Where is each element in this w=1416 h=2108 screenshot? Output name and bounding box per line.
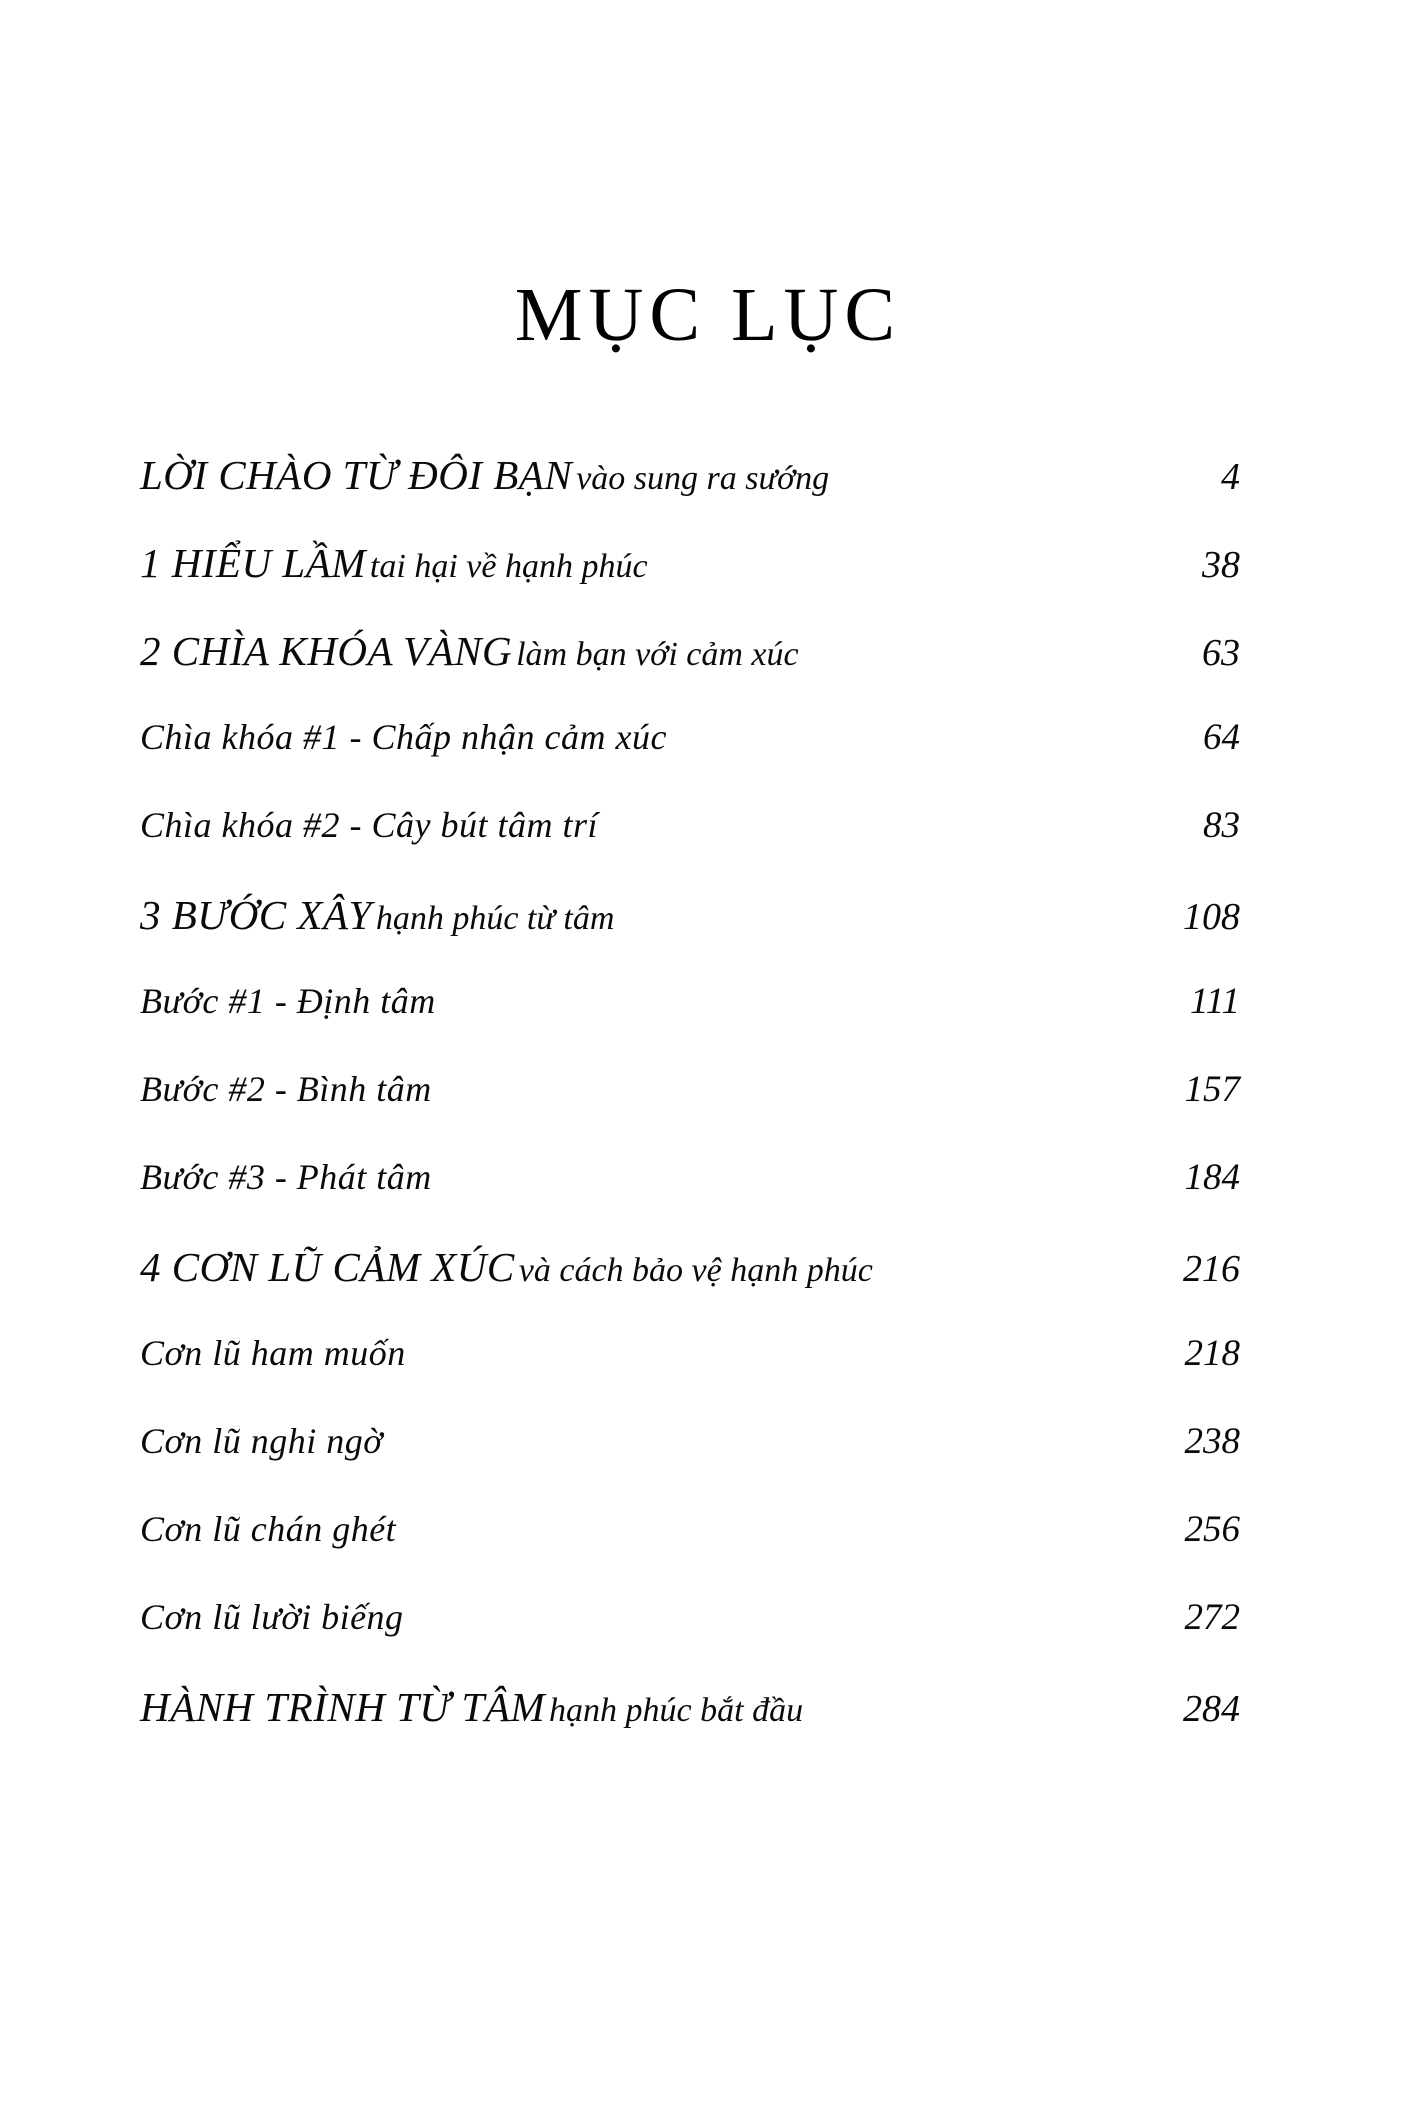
toc-entry-label [140,1071,432,1107]
toc-entry[interactable] [140,452,1260,543]
toc-entry-lead: Cơn lũ chán ghét [140,1509,397,1549]
toc-entry-label [140,1599,404,1635]
toc-entry[interactable] [140,1071,1260,1159]
toc-entry[interactable] [140,628,1260,719]
toc-entry[interactable] [140,983,1260,1071]
toc-entry-label [140,1423,383,1459]
toc-entry-lead: Chìa khóa #1 - Chấp nhận cảm xúc [140,717,667,757]
toc-entry[interactable] [140,1335,1260,1423]
toc-entry[interactable] [140,1684,1260,1775]
toc-entry-label [140,1159,432,1195]
toc-entry-lead: 1 HIỂU LẦM [140,540,366,586]
toc-entry[interactable] [140,892,1260,983]
toc-entry-lead: Cơn lũ nghi ngờ [140,1421,383,1461]
toc-entry-lead: Chìa khóa #2 - Cây bút tâm trí [140,805,598,845]
toc-entry-lead: Bước #1 - Định tâm [140,981,436,1021]
toc-entry-page: 63 [1202,632,1240,674]
toc-entry-label [140,983,436,1019]
toc-entry[interactable] [140,1423,1260,1511]
toc-entry-label [140,1511,396,1547]
toc-entry[interactable] [140,1159,1260,1247]
toc-entry-lead: Cơn lũ lười biếng [140,1597,404,1637]
toc-entry-label [140,892,615,938]
toc-entry-lead: 3 BƯỚC XÂY [140,892,372,938]
toc-entry-label [140,719,667,755]
toc-entry-page: 218 [1184,1333,1240,1374]
toc-entry-label [140,1684,804,1730]
toc-entry-page: 38 [1202,544,1240,586]
toc-entry-page: 4 [1221,456,1240,498]
toc-entry-lead: 4 CƠN LŨ CẢM XÚC [140,1244,515,1290]
toc-entry-page: 216 [1183,1248,1240,1290]
toc-entry-page: 272 [1184,1597,1240,1638]
toc-entry-page: 64 [1203,717,1240,758]
toc-entry-rest: hạnh phúc bắt đầu [549,1692,804,1729]
toc-entry-lead: LỜI CHÀO TỪ ĐÔI BẠN [140,452,573,498]
toc-entry-rest: tai hại về hạnh phúc [369,548,648,585]
toc-entry-label [140,807,598,843]
toc-entry[interactable] [140,719,1260,807]
toc-entry-lead: 2 CHÌA KHÓA VÀNG [140,628,513,674]
toc-entry-rest: và cách bảo vệ hạnh phúc [518,1252,873,1289]
toc-entry-lead: Cơn lũ ham muốn [140,1333,406,1373]
toc-entry-page: 238 [1184,1421,1240,1462]
toc-entry-label [140,1244,873,1290]
toc-entry-rest: vào sung ra sướng [576,460,830,497]
toc-entry-page: 83 [1203,805,1240,846]
toc-entry-page: 256 [1184,1509,1240,1550]
table-of-contents [140,452,1260,1775]
toc-entry-lead: Bước #3 - Phát tâm [140,1157,432,1197]
toc-entry[interactable] [140,807,1260,895]
page-title: MỤC LỤC [514,273,902,357]
toc-entry-lead: HÀNH TRÌNH TỪ TÂM [140,1684,546,1730]
toc-entry-lead: Bước #2 - Bình tâm [140,1069,432,1109]
toc-entry-page: 157 [1184,1069,1240,1110]
toc-entry-label [140,628,799,674]
toc-entry-label [140,452,830,498]
toc-entry-page: 111 [1189,981,1240,1022]
toc-entry-page: 108 [1183,896,1240,938]
toc-entry[interactable] [140,1511,1260,1599]
toc-entry[interactable] [140,1599,1260,1687]
toc-entry[interactable] [140,1244,1260,1335]
toc-entry-page: 284 [1183,1688,1240,1730]
toc-entry-label [140,1335,406,1371]
toc-entry[interactable] [140,540,1260,631]
toc-entry-rest: hạnh phúc từ tâm [375,900,615,937]
toc-entry-page: 184 [1184,1157,1240,1198]
toc-entry-label [140,540,648,586]
toc-entry-rest: làm bạn với cảm xúc [516,636,799,673]
